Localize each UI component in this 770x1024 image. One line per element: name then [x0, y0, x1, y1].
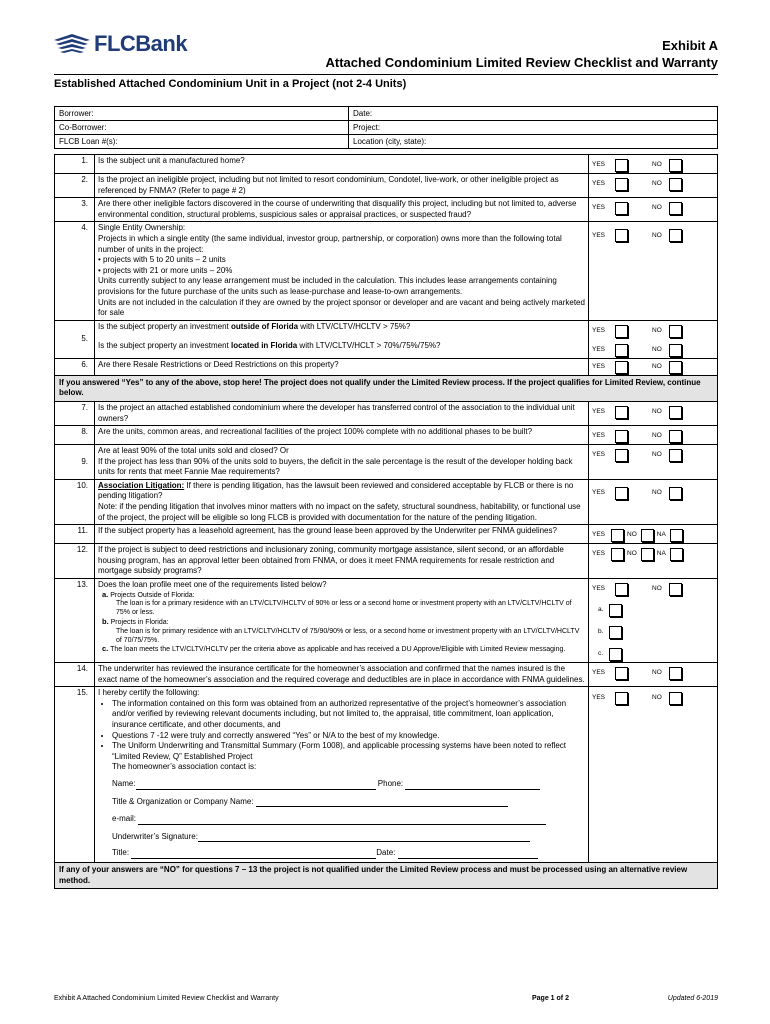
question-text: [95, 687, 589, 863]
certification-item: • The Uniform Underwriting and Transmittal Summary (Form 1008), and applicable processing systems have been noted to reflect “Limited Review, Q” Established Project: [112, 741, 585, 762]
no-checkbox[interactable]: [641, 548, 654, 561]
yes-checkbox[interactable]: [611, 529, 624, 542]
single-entity-title: Single Entity Ownership:: [98, 223, 186, 233]
question-row-2: [55, 174, 718, 198]
borrower-info-table: [54, 106, 718, 149]
investment-in-florida: Is the subject property an investment located in Florida with LTV/CLTV/HCLT > 70%/75%/75%?: [98, 341, 441, 351]
certification-heading: I hereby certify the following:: [98, 688, 200, 698]
certification-item: • The information contained on this form was obtained from an authorized representative of the project’s homeowner’s association and/or verified by reviewing relevant documents including, but not limited to, the appraisal, title commitment, loan application, insurance certificate, and other documents, and: [112, 699, 585, 731]
yes-checkbox[interactable]: [615, 692, 628, 705]
not-qualified-banner-text: If any of your answers are “NO” for questions 7 – 13 the project is not qualified under the Limited Review process and must be processed using an alternative review method.: [55, 862, 718, 888]
no-checkbox[interactable]: [669, 361, 682, 374]
question-row-7: [55, 401, 718, 425]
no-checkbox[interactable]: [669, 325, 682, 338]
yes-label: YES: [592, 326, 606, 334]
logo-text: FLCBank: [94, 31, 188, 56]
question-row-14: [55, 663, 718, 687]
co-borrower-field[interactable]: Co-Borrower:: [55, 121, 349, 135]
name-line[interactable]: [136, 781, 376, 790]
question-number: 1.: [55, 155, 95, 174]
na-label: NA: [656, 531, 666, 539]
question-text: The underwriter has reviewed the insurance certificate for the homeowner’s association and confirmed that the names insured is the exact name of the homeowner’s association and the required coverage and deductibles are in place in accordance with FNMA guidelines.: [95, 663, 589, 687]
phone-line[interactable]: [405, 781, 540, 790]
question-number: 14.: [55, 663, 95, 687]
na-checkbox[interactable]: [670, 548, 683, 561]
question-number: 3.: [55, 198, 95, 222]
option-a-heading: Projects Outside of Florida:: [110, 591, 195, 599]
no-label: NO: [652, 489, 662, 497]
option-b-text: The loan is for primary residence with an LTV/CLTV/HCLTV of 75/90/90% or less, or a second home or investment property with an LTV/CLTV/HCLTV of 70/75/75%.: [116, 627, 580, 644]
contact-block: [98, 762, 585, 859]
yes-label: YES: [592, 451, 606, 459]
borrower-field[interactable]: Borrower:: [55, 107, 349, 121]
question-text: [95, 320, 589, 358]
yes-checkbox[interactable]: [615, 229, 628, 242]
no-checkbox[interactable]: [669, 229, 682, 242]
no-label: NO: [652, 451, 662, 459]
date-field[interactable]: Date:: [349, 107, 718, 121]
option-b-label: b.: [598, 628, 604, 636]
question-text: [95, 479, 589, 524]
yes-checkbox[interactable]: [615, 344, 628, 357]
option-a-checkbox[interactable]: [609, 604, 622, 617]
question-text: Is the project an ineligible project, including but not limited to resort condominium, Condotel, live-work, or other ineligible project as referenced by FNMA? (Refer to page # 2): [95, 174, 589, 198]
no-label: NO: [652, 345, 662, 353]
question-text: Are there Resale Restrictions or Deed Restrictions on this property?: [95, 358, 589, 375]
signature-label: Underwriter’s Signature:: [112, 831, 198, 841]
loan-profile-options: a. Projects Outside of Florida: The loan is for a primary residence with an LTV/CLTV/HCLTV of 90% or less or a second home or investment property with an LTV/CLTV/HCLTV of 75% or less. b. Projects in Florida: The loan is for primary residence with an LTV/CLTV/HCLTV of 75/90/90% or less, or a second home or investment property with an LTV/CLTV/HCLTV of 70/75/75%. c. The loan meets the LTV/CLTV/HCLTV per the criteria above as applicable and has received a DU Approve/Eligible with Limited Review messaging.: [98, 591, 585, 656]
form-subheading: Established Attached Condominium Unit in a Project (not 2-4 Units): [54, 78, 407, 90]
not-qualified-banner: [55, 862, 718, 888]
no-checkbox[interactable]: [669, 178, 682, 191]
stop-banner: [55, 375, 718, 401]
question-number: 6.: [55, 358, 95, 375]
project-field[interactable]: Project:: [349, 121, 718, 135]
question-row-3: [55, 198, 718, 222]
no-label: NO: [652, 669, 662, 677]
checklist-table: [54, 154, 718, 889]
certification-list: [98, 699, 585, 763]
title-label: Title:: [112, 848, 130, 858]
yes-label: YES: [592, 345, 606, 353]
yes-checkbox[interactable]: [615, 487, 628, 500]
yes-label: YES: [592, 531, 606, 539]
no-checkbox[interactable]: [641, 529, 654, 542]
question-number: 8.: [55, 426, 95, 445]
single-entity-bullet: • projects with 5 to 20 units – 2 units: [98, 255, 226, 265]
page-title: Attached Condominium Limited Review Checklist and Warranty: [325, 55, 718, 70]
no-checkbox[interactable]: [669, 487, 682, 500]
no-label: NO: [627, 550, 637, 558]
question-text: If the subject property has a leasehold agreement, has the ground lease been approved by the Underwriter per FNMA guidelines?: [95, 525, 589, 544]
updated-date: Updated 6-2019: [667, 995, 718, 1002]
option-a-text: The loan is for a primary residence with an LTV/CLTV/HCLTV of 90% or less or a second home or investment property with an LTV/CLTV/HCLTV of 75% or less.: [116, 600, 572, 617]
yes-checkbox[interactable]: [615, 667, 628, 680]
litigation-body: If there is pending litigation, has the lawsuit been reviewed and considered acceptable by FLCB or there is no pending litigation?: [98, 480, 574, 501]
sponsor-paragraph: Units are not included in the calculation if they are owned by the project sponsor or developer and are vacant and being actively marketed for sale: [98, 297, 585, 318]
yes-label: YES: [592, 231, 606, 239]
yes-checkbox[interactable]: [611, 548, 624, 561]
title-line[interactable]: [131, 850, 376, 859]
option-b-heading: Projects in Florida:: [110, 619, 169, 627]
question-number: 13.: [55, 579, 95, 663]
no-label: NO: [652, 231, 662, 239]
no-checkbox[interactable]: [669, 406, 682, 419]
no-checkbox[interactable]: [669, 692, 682, 705]
lease-paragraph: Units currently subject to any lease arrangement must be included in the calculation. This includes lease arrangements containing provisions for the future purchase of the units such as lease-purchase and lease-to-own arrangements.: [98, 276, 557, 296]
yes-checkbox[interactable]: [615, 159, 628, 172]
question-number: 11.: [55, 525, 95, 544]
question-number: 9.: [55, 445, 95, 480]
bank-wave-icon: [54, 34, 90, 54]
option-b-checkbox[interactable]: [609, 626, 622, 639]
yes-label: YES: [592, 669, 606, 677]
date-line[interactable]: [398, 850, 538, 859]
yes-label: YES: [592, 180, 606, 188]
exhibit-label: Exhibit A: [662, 38, 718, 53]
no-label: NO: [627, 531, 637, 539]
units-sold-question: Are at least 90% of the total units sold and closed? Or: [98, 446, 289, 456]
question-number: 15.: [55, 687, 95, 863]
question-row-11: [55, 525, 718, 544]
no-label: NO: [652, 362, 662, 370]
yes-label: YES: [592, 362, 606, 370]
question-text: Is the subject unit a manufactured home?: [95, 155, 589, 174]
header-title-block: [326, 37, 718, 71]
yes-checkbox[interactable]: [615, 449, 628, 462]
email-label: e-mail:: [112, 814, 137, 824]
no-checkbox[interactable]: [669, 667, 682, 680]
question-row-6: [55, 358, 718, 375]
yes-checkbox[interactable]: [615, 325, 628, 338]
footer-title: Exhibit A Attached Condominium Limited Review Checklist and Warranty: [54, 995, 279, 1002]
stop-banner-text: If you answered “Yes” to any of the above, stop here! The project does not qualify under the Limited Review process. If the project qualifies for Limited Review, continue below.: [55, 375, 718, 401]
question-row-13: [55, 579, 718, 663]
question-row-1: [55, 155, 718, 174]
single-entity-bullet: • projects with 21 or more units – 20%: [98, 265, 233, 275]
signature-line[interactable]: [198, 833, 530, 842]
yes-label: YES: [592, 489, 606, 497]
title-org-label: Title & Organization or Company Name:: [112, 796, 254, 806]
contact-label: The homeowner’s association contact is:: [112, 762, 257, 772]
no-checkbox[interactable]: [669, 202, 682, 215]
email-line[interactable]: [138, 816, 546, 825]
option-c-checkbox[interactable]: [609, 648, 622, 661]
yes-checkbox[interactable]: [615, 406, 628, 419]
yes-checkbox[interactable]: [615, 178, 628, 191]
no-label: NO: [652, 204, 662, 212]
question-row-12: [55, 544, 718, 579]
no-label: NO: [652, 161, 662, 169]
question-number: 12.: [55, 544, 95, 579]
units-deficit-question: If the project has less than 90% of the units sold to buyers, the deficit in the sale percentage is the result of the developer holding back units for rents that meet Fannie Mae requirements?: [98, 456, 573, 477]
yes-checkbox[interactable]: [615, 361, 628, 374]
question-text: Is the project an attached established condominium where the developer has transferred control of the association to the individual unit owners?: [95, 401, 589, 425]
question-text: Are the units, common areas, and recreational facilities of the project 100% complete with no additional phases to be built?: [95, 426, 589, 445]
no-checkbox[interactable]: [669, 449, 682, 462]
yes-label: YES: [592, 161, 606, 169]
yes-label: YES: [592, 432, 606, 440]
option-c-label: c.: [598, 650, 604, 658]
date-label: Date:: [376, 848, 396, 858]
loan-number-field[interactable]: FLCB Loan #(s):: [55, 135, 349, 149]
question-text: [95, 445, 589, 480]
question-row-15: [55, 687, 718, 863]
no-checkbox[interactable]: [669, 159, 682, 172]
yes-label: YES: [592, 408, 606, 416]
page-number: Page 1 of 2: [532, 995, 569, 1002]
question-number: 2.: [55, 174, 95, 198]
option-c-text: The loan meets the LTV/CLTV/HCLTV per the criteria above as applicable and has received a DU Approve/Eligible with Limited Review messaging.: [110, 646, 566, 654]
question-number: 7.: [55, 401, 95, 425]
no-checkbox[interactable]: [669, 344, 682, 357]
question-text: Are there other ineligible factors discovered in the course of underwriting that disqualify this project, including but not limited to, adverse environmental condition, structural problems, suspicious sales or appraisal practices, or suspected fraud?: [95, 198, 589, 222]
question-text: [95, 579, 589, 663]
question-text: If the project is subject to deed restrictions and inclusionary zoning, community mortgage assistance, silent second, or an affordable housing program, has an approval letter been obtained from FNMA, or does it meet FNMA requirements for resale restriction and mortgage subsidy programs?: [95, 544, 589, 579]
no-label: NO: [652, 326, 662, 334]
no-label: NO: [652, 180, 662, 188]
question-row-9: [55, 445, 718, 480]
yes-label: YES: [592, 694, 606, 702]
yes-checkbox[interactable]: [615, 430, 628, 443]
na-checkbox[interactable]: [670, 529, 683, 542]
question-row-8: [55, 426, 718, 445]
question-number: 4.: [55, 222, 95, 320]
single-entity-body: Projects in which a single entity (the same individual, investor group, partnership, or corporation) owns more than the following total number of units in the project:: [98, 233, 562, 254]
yes-label: YES: [592, 204, 606, 212]
question-row-4: [55, 222, 718, 320]
na-label: NA: [656, 550, 666, 558]
no-label: NO: [652, 408, 662, 416]
question-text: [95, 222, 589, 320]
no-checkbox[interactable]: [669, 583, 682, 596]
investment-outside-florida: Is the subject property an investment outside of Florida with LTV/CLTV/HCLTV > 75%?: [98, 321, 411, 331]
flcbank-logo: [54, 32, 224, 58]
question-number: 10.: [55, 479, 95, 524]
no-checkbox[interactable]: [669, 430, 682, 443]
yes-label: YES: [592, 585, 606, 593]
yes-checkbox[interactable]: [615, 202, 628, 215]
name-label: Name:: [112, 778, 136, 788]
no-label: NO: [652, 432, 662, 440]
loan-profile-question: Does the loan profile meet one of the requirements listed below?: [98, 580, 327, 590]
certification-item: • Questions 7 -12 were truly and correctly answered “Yes” or N/A to the best of my knowledge.: [112, 731, 585, 742]
no-label: NO: [652, 694, 662, 702]
yes-checkbox[interactable]: [615, 583, 628, 596]
question-number: 5.: [55, 320, 95, 358]
option-a-label: a.: [598, 606, 604, 614]
yes-label: YES: [592, 550, 606, 558]
litigation-title: Association Litigation:: [98, 480, 185, 490]
phone-label: Phone:: [377, 778, 404, 788]
header-rule: [54, 74, 718, 75]
litigation-note: Note: if the pending litigation that involves minor matters with no impact on the safety, structural soundness, habitability, or functional use of the project, the project will be eligible so long FLCB is provided with documentation for the nature of the pending litigation.: [98, 502, 581, 522]
no-label: NO: [652, 585, 662, 593]
question-row-10: [55, 479, 718, 524]
location-field[interactable]: Location (city, state):: [349, 135, 718, 149]
title-org-line[interactable]: [256, 798, 508, 807]
question-row-5: [55, 320, 718, 358]
